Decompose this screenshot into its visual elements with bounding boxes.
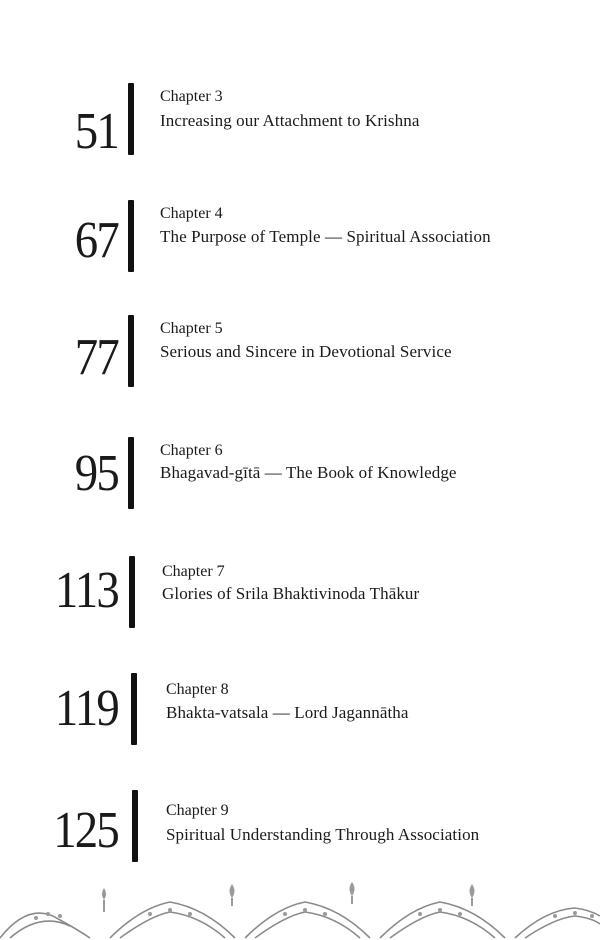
divider — [128, 200, 134, 272]
page-number: 125 — [53, 802, 119, 859]
lace-border-ornament-icon — [0, 880, 600, 940]
divider — [128, 83, 134, 155]
page-number: 95 — [74, 445, 118, 502]
chapter-label: Chapter 8 — [166, 681, 229, 698]
chapter-label: Chapter 4 — [160, 205, 223, 222]
divider — [131, 673, 137, 745]
page-number: 113 — [54, 562, 118, 619]
chapter-label: Chapter 9 — [166, 802, 229, 819]
page-number: 119 — [54, 680, 118, 737]
chapter-label: Chapter 3 — [160, 88, 223, 105]
toc-entry-chapter-6[interactable] — [0, 432, 600, 532]
divider — [128, 437, 134, 509]
chapter-label: Chapter 6 — [160, 442, 223, 459]
chapter-title: Glories of Srila Bhaktivinoda Thākur — [162, 584, 420, 603]
toc-entry-chapter-7[interactable] — [0, 552, 600, 652]
page-number: 51 — [74, 103, 118, 160]
chapter-title: Spiritual Understanding Through Association — [166, 825, 480, 844]
chapter-title: Bhagavad-gītā — The Book of Knowledge — [160, 463, 457, 482]
chapter-title: Increasing our Attachment to Krishna — [160, 111, 420, 130]
chapter-label: Chapter 5 — [160, 320, 223, 337]
chapter-label: Chapter 7 — [162, 563, 225, 580]
divider — [132, 790, 138, 862]
divider — [129, 556, 135, 628]
toc-entry-chapter-8[interactable] — [0, 670, 600, 770]
toc-entry-chapter-9[interactable] — [0, 790, 600, 890]
toc-entry-chapter-3[interactable] — [0, 78, 600, 178]
chapter-title: Bhakta-vatsala — Lord Jagannātha — [166, 703, 409, 722]
toc-entry-chapter-4[interactable] — [0, 195, 600, 295]
divider — [128, 315, 134, 387]
toc-entry-chapter-5[interactable] — [0, 310, 600, 410]
chapter-title: Serious and Sincere in Devotional Service — [160, 342, 452, 361]
page-number: 77 — [74, 329, 118, 386]
chapter-title: The Purpose of Temple — Spiritual Association — [160, 227, 491, 246]
page-number: 67 — [74, 212, 118, 269]
